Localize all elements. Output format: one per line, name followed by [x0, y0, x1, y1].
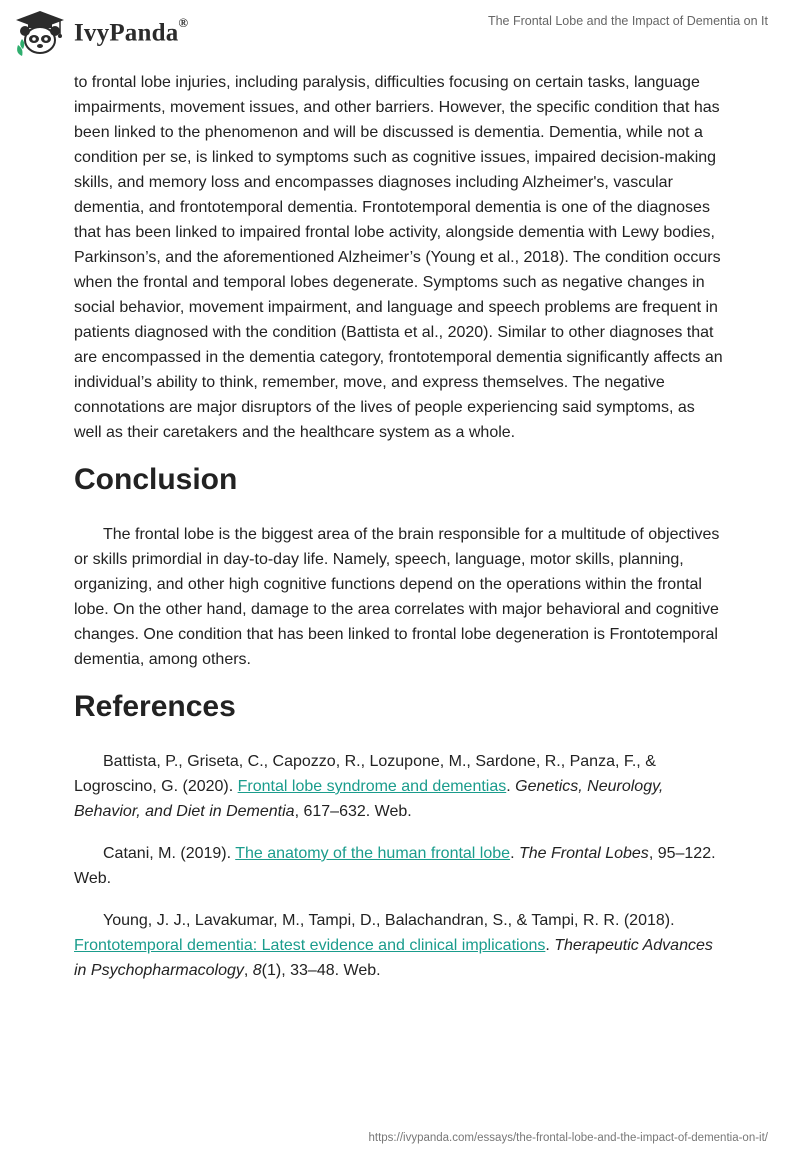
essay-content — [74, 70, 726, 1000]
reference-volume: 8 — [252, 962, 262, 979]
reference-link[interactable]: Frontal lobe syndrome and dementias — [237, 778, 507, 795]
page-header — [0, 0, 800, 70]
registered-mark: ® — [178, 14, 189, 30]
conclusion-paragraph: The frontal lobe is the biggest area of the brain responsible for a multitude of objectives or skills primordial in day-to-day life. Namely, speech, language, motor skills, planning, organizing, and other high cognitive functions depend on the operations within the frontal lobe. On the other hand, damage to the area correlates with major behavioral and cognitive changes. One condition that has been linked to frontal lobe degeneration is Frontotemporal dementia, among others. — [74, 526, 720, 668]
reference-entry — [74, 841, 726, 891]
reference-source: Genetics, Neurology, Behavior, and Diet in Dementia — [74, 778, 664, 820]
body-paragraph: to frontal lobe injuries, including paralysis, difficulties focusing on certain tasks, language impairments, movement issues, and other barriers. However, the specific condition that has been linked to the phenomenon and will be discussed is dementia. Dementia, while not a condition per se, is linked to symptoms such as cognitive issues, impaired decision-making skills, and memory loss and encompasses diagnoses including Alzheimer's, vascular dementia, and frontotemporal dementia. Frontotemporal dementia is one of the diagnoses that has been linked to impaired frontal lobe activity, alongside dementia with Lewy bodies, Parkinson’s, and the aforementioned Alzheimer’s (Young et al., 2018). The condition occurs when the frontal and temporal lobes degenerate. Symptoms such as negative changes in social behavior, movement impairment, and language and speech problems are frequent in patients diagnosed with the condition (Battista et al., 2020). Similar to other diagnoses that are encompassed in the dementia category, frontotemporal dementia significantly affects an individual’s ability to think, remember, move, and express themselves. The negative connotations are major disruptors of the lives of people experiencing said symptoms, as well as their caretakers and the healthcare system as a whole. — [74, 74, 723, 441]
reference-tail: (1), 33–48. Web. — [261, 962, 381, 979]
reference-list — [74, 749, 726, 983]
reference-authors: Battista, P., Griseta, C., Capozzo, R., Lozupone, M., Sardone, R., Panza, F., & Logroscino, G. (2020). — [74, 753, 656, 795]
reference-punct: , — [243, 962, 253, 979]
ivypanda-logo[interactable] — [14, 8, 188, 58]
reference-authors: Catani, M. (2019). — [103, 845, 236, 862]
references-heading: References — [74, 690, 236, 723]
panda-graduate-icon — [14, 9, 66, 57]
source-url[interactable]: https://ivypanda.com/essays/the-frontal-lobe-and-the-impact-of-dementia-on-it/ — [368, 1132, 768, 1144]
reference-tail: , 617–632. Web. — [294, 803, 412, 820]
reference-entry — [74, 908, 726, 983]
reference-link[interactable]: The anatomy of the human frontal lobe — [235, 845, 511, 862]
reference-punct: . — [510, 845, 519, 862]
reference-punct: . — [545, 937, 555, 954]
reference-entry — [74, 749, 726, 824]
reference-source: The Frontal Lobes — [518, 845, 649, 862]
reference-tail: , 95–122. Web. — [74, 845, 716, 887]
conclusion-heading: Conclusion — [74, 463, 238, 496]
running-title: The Frontal Lobe and the Impact of Dementia on It — [487, 14, 768, 28]
reference-source: Therapeutic Advances in Psychopharmacology — [74, 937, 713, 979]
reference-authors: Young, J. J., Lavakumar, M., Tampi, D., Balachandran, S., & Tampi, R. R. (2018). — [103, 912, 675, 929]
reference-link[interactable]: Frontotemporal dementia: Latest evidence and clinical implications — [74, 937, 546, 954]
reference-punct: . — [506, 778, 516, 795]
brand-name: IvyPanda® — [74, 14, 189, 47]
